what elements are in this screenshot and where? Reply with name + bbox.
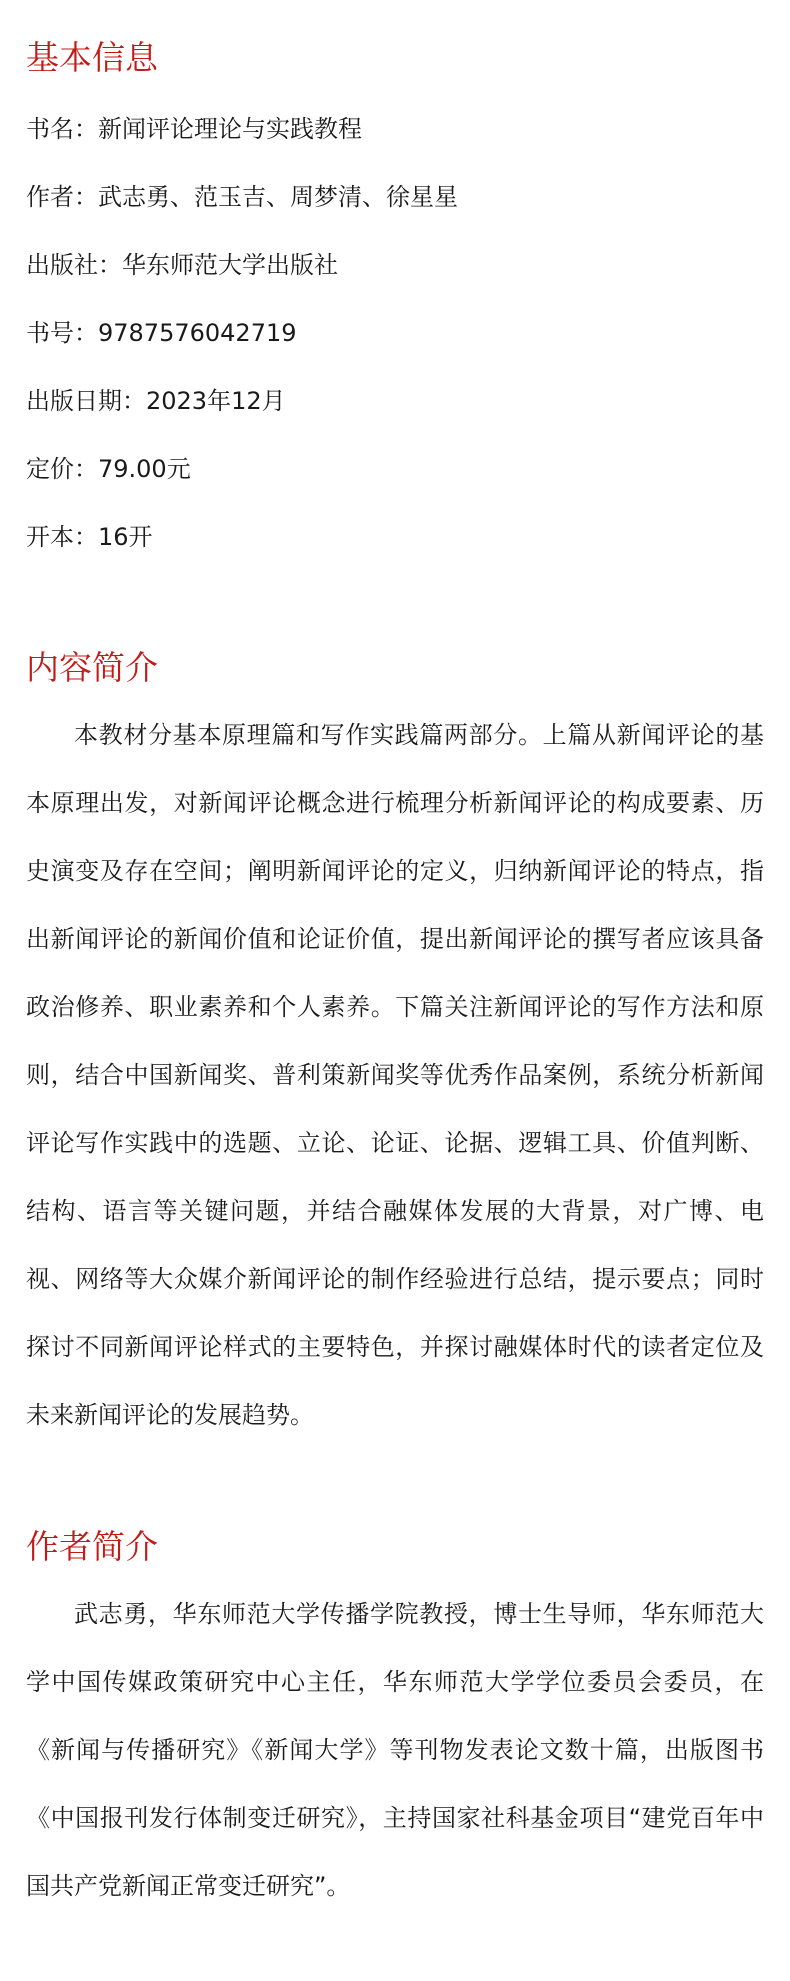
summary-section — [26, 648, 764, 1449]
summary-heading: 内容简介 — [26, 648, 158, 687]
publish-date-line: 出版日期：2023年12月 — [26, 387, 286, 415]
price-line: 定价：79.00元 — [26, 455, 191, 483]
author-heading: 作者简介 — [26, 1527, 158, 1566]
author-section — [26, 1527, 764, 1920]
summary-paragraph: 本教材分基本原理篇和写作实践篇两部分。上篇从新闻评论的基本原理出发，对新闻评论概念进行梳理分析新闻评论的构成要素、历史演变及存在空间；阐明新闻评论的定义，归纳新闻评论的特点，指出新闻评论的新闻价值和论证价值，提出新闻评论的撰写者应该具备政治修养、职业素养和个人素养。下篇关注新闻评论的写作方法和原则，结合中国新闻奖、普利策新闻奖等优秀作品案例，系统分析新闻评论写作实践中的选题、立论、论证、论据、逻辑工具、价值判断、结构、语言等关键问题，并结合融媒体发展的大背景，对广博、电视、网络等大众媒介新闻评论的制作经验进行总结，提示要点；同时探讨不同新闻评论样式的主要特色，并探讨融媒体时代的读者定位及未来新闻评论的发展趋势。 — [26, 721, 764, 1429]
authors-line: 作者：武志勇、范玉吉、周梦清、徐星星 — [26, 183, 458, 211]
basic-info-list — [26, 112, 764, 554]
author-paragraph: 武志勇，华东师范大学传播学院教授，博士生导师，华东师范大学中国传媒政策研究中心主任，华东师范大学学位委员会委员，在《新闻与传播研究》《新闻大学》等刊物发表论文数十篇，出版图书《中国报刊发行体制变迁研究》，主持国家社科基金项目“建党百年中国共产党新闻正常变迁研究”。 — [26, 1600, 764, 1900]
basic-info-heading: 基本信息 — [26, 38, 158, 77]
publisher-line: 出版社：华东师范大学出版社 — [26, 251, 338, 279]
isbn-line: 书号：9787576042719 — [26, 319, 297, 347]
basic-info-section — [26, 0, 764, 554]
format-line: 开本：16开 — [26, 523, 153, 551]
book-title-line: 书名：新闻评论理论与实践教程 — [26, 115, 362, 143]
